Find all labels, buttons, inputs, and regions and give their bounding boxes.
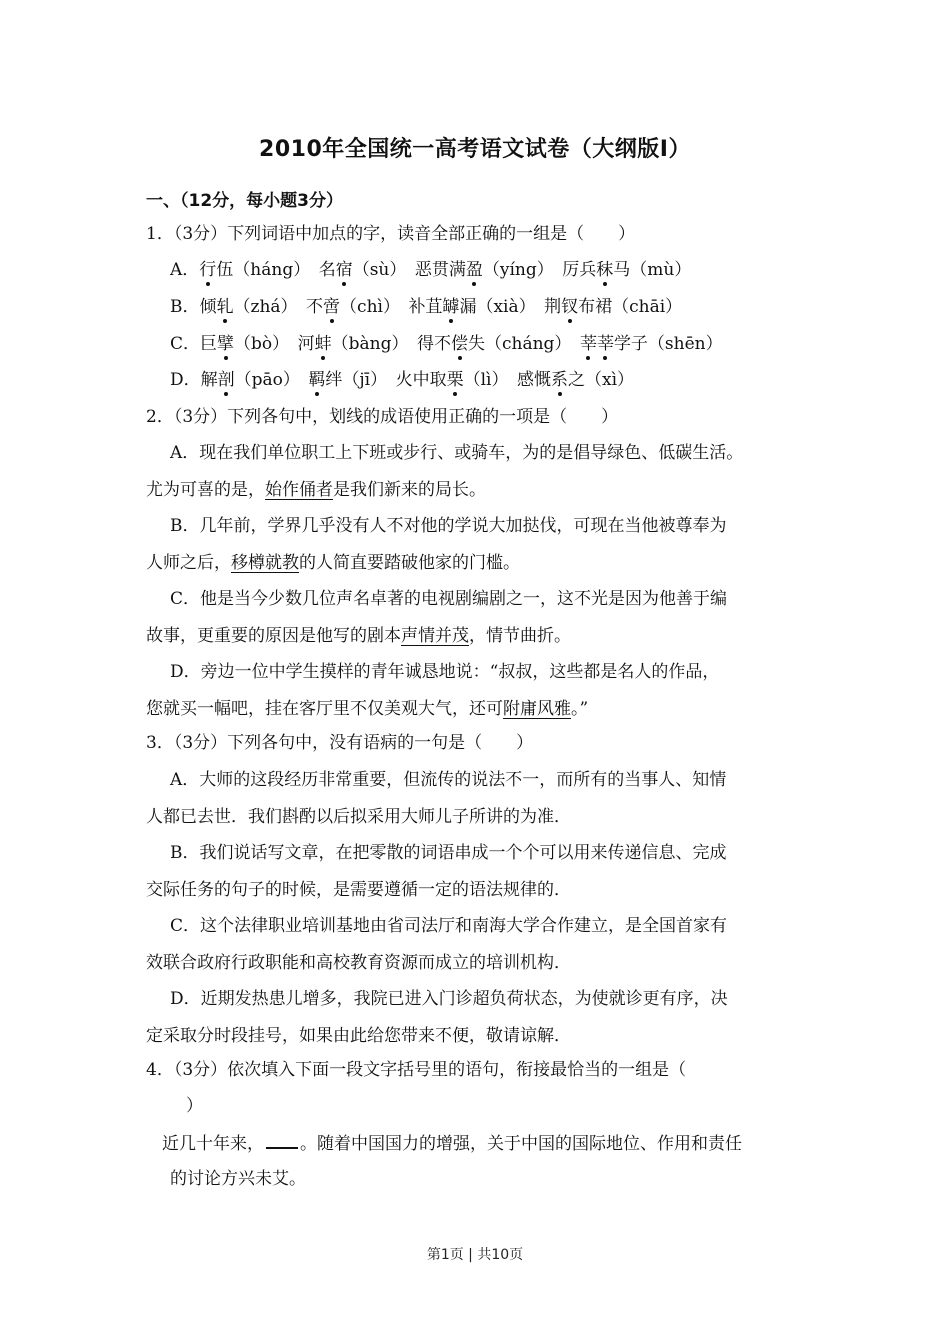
question-4-passage-line-1: 近几十年来， 。随着中国国力的增强，关于中国的国际地位、作用和责任 bbox=[162, 1131, 742, 1156]
question-3-option-d-line-1: D．近期发热患儿增多，我院已进入门诊超负荷状态，为使就诊更有序，决 bbox=[170, 989, 728, 1009]
question-2-option-d-line-2: 您就买一幅吧，挂在客厅里不仅美观大气，还可附庸风雅。” bbox=[146, 699, 589, 719]
question-2-option-a-line-2: 尤为可喜的是，始作俑者是我们新来的局长。 bbox=[146, 480, 486, 500]
question-1-option-a: A．行伍（háng） 名宿（sù） 恶贯满盈（yíng） 厉兵秣马（mù） bbox=[170, 260, 692, 280]
question-3-option-a-line-1: A．大师的这段经历非常重要，但流传的说法不一，而所有的当事人、知情 bbox=[170, 770, 727, 790]
question-2-option-c-line-2: 故事，更重要的原因是他写的剧本声情并茂，情节曲折。 bbox=[146, 626, 571, 646]
question-3-option-b-line-1: B．我们说话写文章，在把零散的词语串成一个个可以用来传递信息、完成 bbox=[170, 843, 727, 863]
question-3-option-b-line-2: 交际任务的句子的时候，是需要遵循一定的语法规律的． bbox=[146, 880, 571, 900]
question-1-option-d: D．解剖（pāo） 羁绊（jī） 火中取栗（lì） 感慨系之（xì） bbox=[170, 370, 635, 390]
question-4-stem: 4．（3分）依次填入下面一段文字括号里的语句，衔接最恰当的一组是（ bbox=[146, 1060, 687, 1080]
question-3-option-c-line-1: C．这个法律职业培训基地由省司法厅和南海大学合作建立，是全国首家有 bbox=[170, 916, 728, 936]
question-3-option-d-line-2: 定采取分时段挂号，如果由此给您带来不便，敬请谅解． bbox=[146, 1026, 571, 1046]
question-2-option-c-line-1: C．他是当今少数几位声名卓著的电视剧编剧之一，这不光是因为他善于编 bbox=[170, 589, 728, 609]
question-2-stem: 2．（3分）下列各句中，划线的成语使用正确的一项是（ ） bbox=[146, 407, 619, 427]
question-2-option-a-line-1: A．现在我们单位职工上下班或步行、或骑车，为的是倡导绿色、低碳生活。 bbox=[170, 443, 744, 463]
underlined-idiom: 声情并茂 bbox=[401, 626, 469, 646]
question-1-option-c: C．巨擘（bò） 河蚌（bàng） 得不偿失（cháng） 莘莘学子（shēn） bbox=[170, 334, 723, 354]
underlined-idiom: 附庸风雅 bbox=[503, 699, 571, 719]
question-3-option-c-line-2: 效联合政府行政职能和高校教育资源而成立的培训机构． bbox=[146, 953, 571, 973]
question-2-option-d-line-1: D．旁边一位中学生摸样的青年诚恳地说：“叔叔，这些都是名人的作品， bbox=[170, 662, 720, 682]
question-4-stem-close: ） bbox=[186, 1096, 203, 1116]
question-2-option-b-line-1: B．几年前，学界几乎没有人不对他的学说大加挞伐，可现在当他被尊奉为 bbox=[170, 516, 727, 536]
page-title: 2010年全国统一高考语文试卷（大纲版Ⅰ） bbox=[259, 137, 691, 162]
page-footer: 第1页 | 共10页 bbox=[426, 1247, 524, 1263]
fill-blank bbox=[266, 1131, 298, 1149]
question-1-option-b: B．倾轧（zhá） 不啻（chì） 补苴罅漏（xià） 荆钗布裙（chāi） bbox=[170, 297, 683, 317]
question-1-stem: 1．（3分）下列词语中加点的字，读音全部正确的一组是（ ） bbox=[146, 224, 636, 244]
underlined-idiom: 移樽就教 bbox=[231, 553, 299, 573]
question-3-option-a-line-2: 人都已去世．我们斟酌以后拟采用大师儿子所讲的为准． bbox=[146, 807, 571, 827]
question-2-option-b-line-2: 人师之后，移樽就教的人简直要踏破他家的门槛。 bbox=[146, 553, 520, 573]
underlined-idiom: 始作俑者 bbox=[265, 480, 333, 500]
question-4-passage-line-2: 的讨论方兴未艾。 bbox=[170, 1169, 306, 1189]
question-3-stem: 3．（3分）下列各句中，没有语病的一句是（ ） bbox=[146, 733, 534, 753]
section-heading: 一、（12分，每小题3分） bbox=[146, 191, 343, 211]
